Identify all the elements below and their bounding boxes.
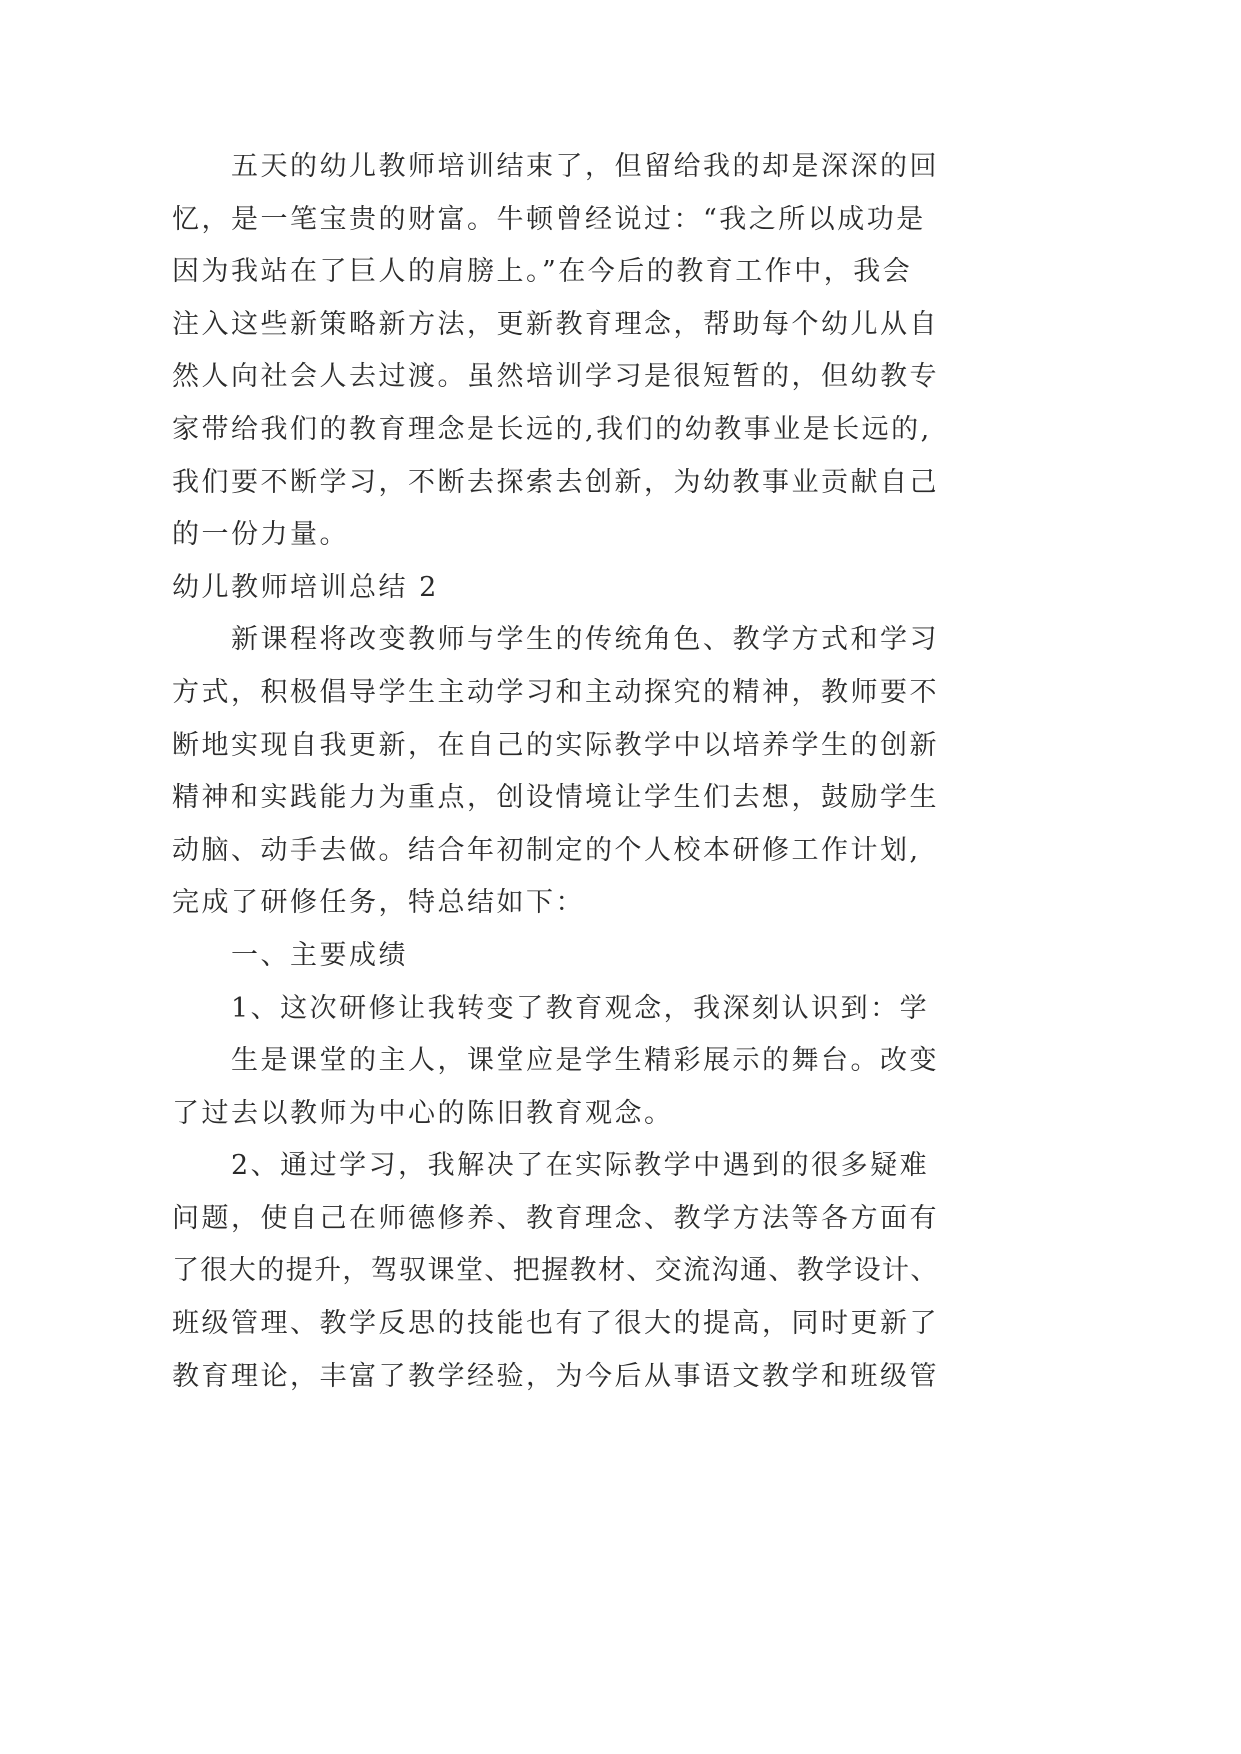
section-title: 幼儿教师培训总结 2 [172, 571, 439, 603]
text-line: 生是课堂的主人，课堂应是学生精彩展示的舞台。改变 [231, 1045, 939, 1077]
text-line: 班级管理、教学反思的技能也有了很大的提高，同时更新了 [172, 1308, 939, 1340]
closing-paragraph [172, 141, 992, 562]
text-line: 教育理论，丰富了教学经验，为今后从事语文教学和班级管 [172, 1360, 939, 1392]
text-line: 了过去以教师为中心的陈旧教育观念。 [172, 1097, 674, 1129]
text-line: 我们要不断学习，不断去探索去创新，为幼教事业贡献自己 [172, 466, 939, 498]
text-line: 然人向社会人去过渡。虽然培训学习是很短暂的，但幼教专 [172, 361, 939, 393]
text-line: 五天的幼儿教师培训结束了，但留给我的却是深深的回 [231, 151, 939, 182]
text-line: 方式，积极倡导学生主动学习和主动探究的精神，教师要不 [172, 676, 939, 708]
text-line: 问题，使自己在师德修养、教育理念、教学方法等各方面有 [172, 1202, 939, 1234]
text-line: 因为我站在了巨人的肩膀上。”在今后的教育工作中，我会 [172, 256, 913, 288]
achievement-item-2 [172, 1140, 992, 1403]
text-line: 2、通过学习，我解决了在实际教学中遇到的很多疑难 [231, 1150, 930, 1182]
text-line: 1、这次研修让我转变了教育观念，我深刻认识到：学 [231, 992, 930, 1024]
document-body [172, 141, 992, 1403]
achievement-item-1 [172, 983, 992, 1141]
text-line: 精神和实践能力为重点，创设情境让学生们去想，鼓励学生 [172, 782, 939, 814]
text-line: 了很大的提升，驾驭课堂、把握教材、交流沟通、教学设计、 [172, 1255, 939, 1287]
text-line: 家带给我们的教育理念是长远的,我们的幼教事业是长远的, [172, 413, 932, 445]
text-line: 的一份力量。 [172, 519, 349, 551]
text-line: 注入这些新策略新方法，更新教育理念，帮助每个幼儿从自 [172, 308, 939, 340]
text-line: 断地实现自我更新，在自己的实际教学中以培养学生的创新 [172, 729, 939, 761]
intro-paragraph [172, 614, 992, 930]
subheading: 一、主要成绩 [231, 939, 408, 971]
text-line: 动脑、动手去做。结合年初制定的个人校本研修工作计划, [172, 834, 921, 866]
text-line: 完成了研修任务，特总结如下： [172, 887, 585, 919]
text-line: 新课程将改变教师与学生的传统角色、教学方式和学习 [231, 624, 939, 656]
text-line: 忆，是一笔宝贵的财富。牛顿曾经说过：“我之所以成功是 [172, 203, 926, 235]
